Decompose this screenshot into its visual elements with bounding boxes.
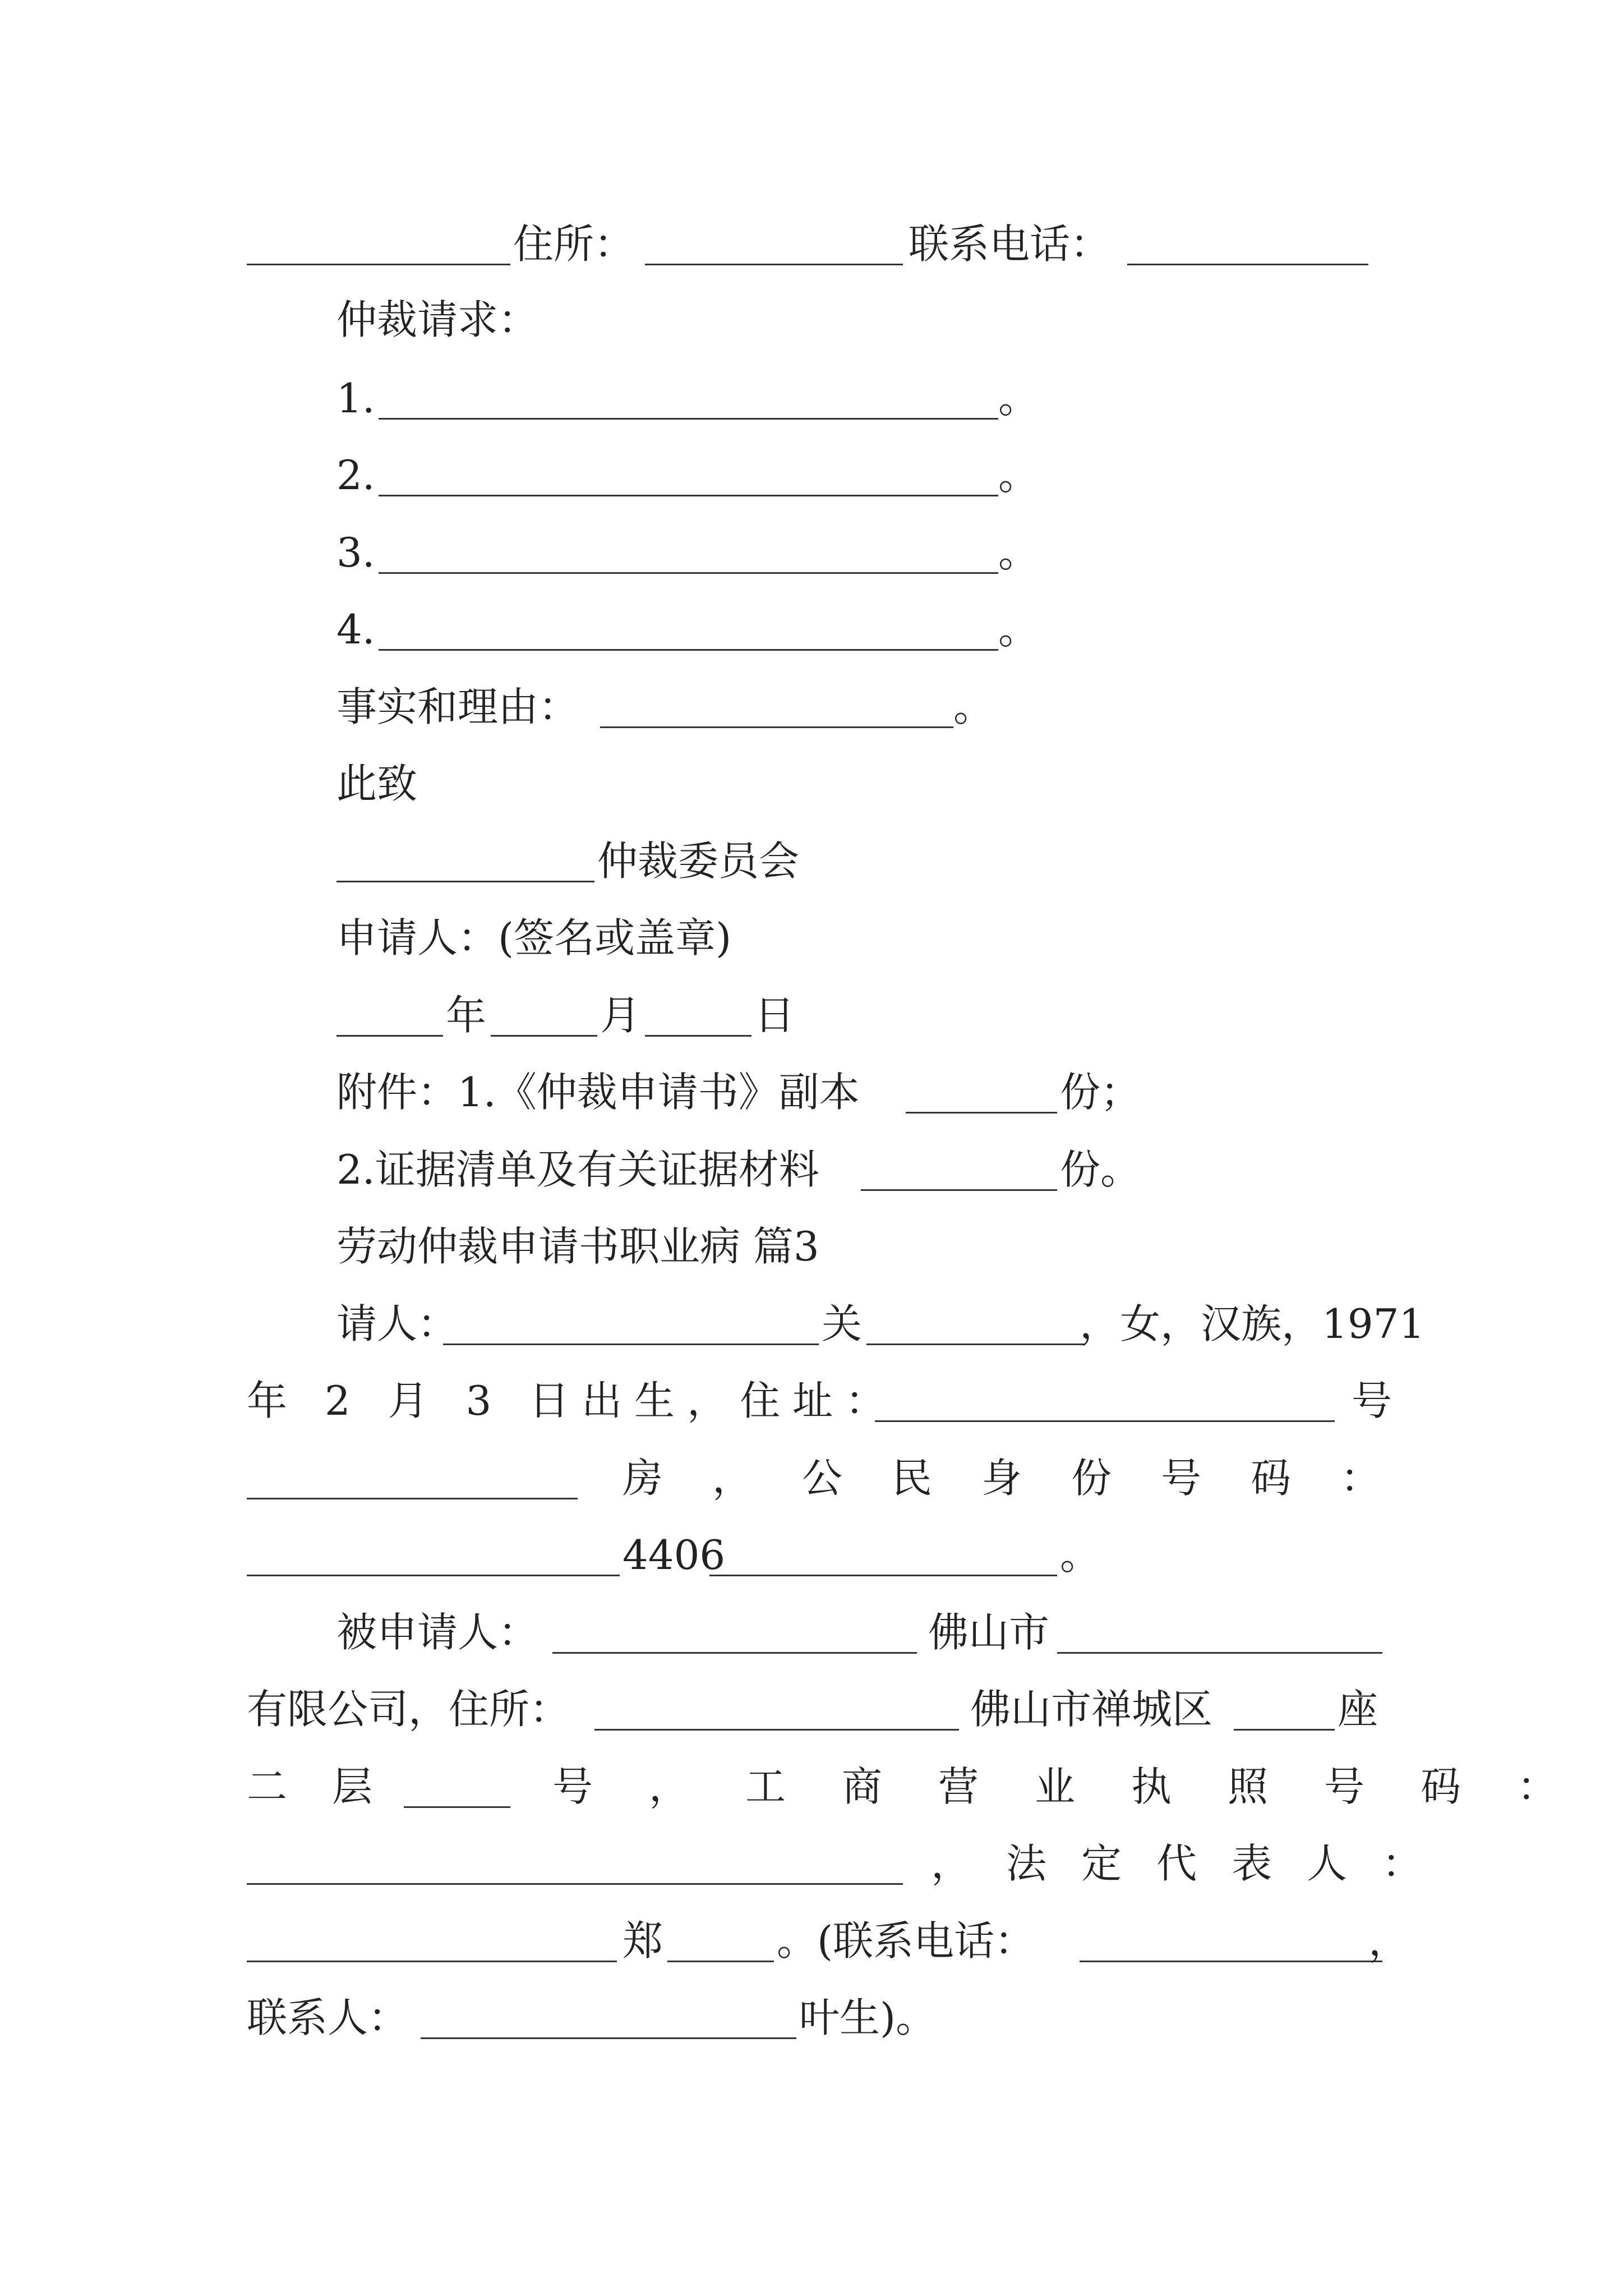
surname-guan: 关 <box>822 1300 863 1347</box>
request-item-4 <box>0 599 1623 660</box>
applicant-label: 请人： <box>336 1300 458 1347</box>
floor-label: 二层 <box>247 1763 418 1810</box>
respondent-line-6 <box>0 1987 1623 2049</box>
request-item-3 <box>0 522 1623 583</box>
attachment-line-1 <box>0 1061 1623 1123</box>
company-address-label: 有限公司，住所： <box>247 1686 570 1733</box>
date-line <box>0 984 1623 1046</box>
facts-label: 事实和理由： <box>336 683 579 730</box>
request-blank[interactable] <box>379 572 998 574</box>
city-label: 佛山市 <box>928 1609 1050 1656</box>
phone-label: 联系电话： <box>909 220 1111 268</box>
respondent-line-2 <box>0 1678 1623 1740</box>
respondent-line-3 <box>0 1756 1623 1818</box>
contact-person-name: 叶生)。 <box>799 1994 937 2041</box>
section-title: 劳动仲裁申请书职业病 篇3 <box>336 1223 819 1270</box>
attachment-2-label: 2.证据清单及有关证据材料 <box>336 1146 819 1193</box>
legal-rep-blank[interactable] <box>247 1961 617 1962</box>
item-number: 1. <box>336 375 375 422</box>
day-blank[interactable] <box>645 1035 751 1037</box>
respondent-line-5 <box>0 1910 1623 1972</box>
facts-blank[interactable] <box>600 726 953 728</box>
request-item-1 <box>0 367 1623 429</box>
address-blank[interactable] <box>875 1420 1335 1422</box>
number-label: 号 <box>1352 1377 1393 1424</box>
arbitration-request-heading <box>0 289 1623 351</box>
salutation-text: 此致 <box>336 760 418 807</box>
address-label: 住所： <box>513 220 635 268</box>
period: 。 <box>1060 1531 1101 1579</box>
applicant-details: ，女，汉族，1971 <box>1080 1300 1425 1347</box>
contact-line <box>0 213 1623 275</box>
applicant-blank[interactable] <box>443 1343 819 1345</box>
phone-blank[interactable] <box>1080 1961 1382 1962</box>
floor-number-blank[interactable] <box>404 1806 510 1808</box>
id-suffix-blank[interactable] <box>709 1575 1057 1576</box>
attachment-line-2 <box>0 1139 1623 1200</box>
item-number: 3. <box>336 529 375 576</box>
room-id-label: 房，公民身份号码： <box>623 1455 1431 1502</box>
request-blank[interactable] <box>379 495 998 496</box>
applicant-signature-label: 申请人：(签名或盖章) <box>336 914 732 961</box>
applicant-line-3 <box>0 1447 1623 1509</box>
respondent-line-1 <box>0 1602 1623 1663</box>
item-number: 2. <box>336 452 375 499</box>
section-heading <box>0 1216 1623 1277</box>
period: 。 <box>998 606 1039 653</box>
copies-blank[interactable] <box>861 1189 1057 1191</box>
respondent-blank[interactable] <box>552 1652 917 1654</box>
year-label: 年 <box>446 992 487 1039</box>
surname-zheng: 郑 <box>623 1917 663 1964</box>
period: 。 <box>953 683 994 730</box>
room-blank[interactable] <box>247 1498 578 1499</box>
contact-person-blank[interactable] <box>421 2037 796 2039</box>
year-blank[interactable] <box>336 1035 443 1037</box>
district-label: 佛山市禅城区 <box>970 1686 1213 1733</box>
period: 。 <box>998 375 1039 422</box>
copies-blank[interactable] <box>906 1112 1057 1114</box>
contact-person-label: 联系人： <box>247 1994 409 2041</box>
request-item-2 <box>0 444 1623 506</box>
respondent-line-4 <box>0 1833 1623 1894</box>
month-blank[interactable] <box>491 1035 597 1037</box>
applicant-line-1 <box>0 1293 1623 1355</box>
license-number-blank[interactable] <box>247 1883 903 1885</box>
item-number: 4. <box>336 606 375 653</box>
license-label: 号，工商营业执照号码： <box>552 1763 1614 1810</box>
blank-field[interactable] <box>247 264 510 265</box>
attachment-1-label: 附件：1.《仲裁申请书》副本 <box>336 1069 860 1116</box>
request-blank[interactable] <box>379 418 998 420</box>
committee-label: 仲裁委员会 <box>597 838 800 885</box>
request-label: 仲裁请求： <box>336 296 539 343</box>
id-fragment: 4406 <box>623 1531 726 1579</box>
respondent-label: 被申请人： <box>336 1609 539 1656</box>
copies-label: 份； <box>1060 1069 1141 1116</box>
copies-label: 份。 <box>1060 1146 1141 1193</box>
day-label: 日 <box>754 992 795 1039</box>
name-blank[interactable] <box>866 1343 1085 1345</box>
committee-line <box>0 830 1623 892</box>
block-blank[interactable] <box>1234 1729 1335 1731</box>
applicant-line-4 <box>0 1524 1623 1586</box>
salutation <box>0 753 1623 815</box>
legal-rep-label: ，法定代表人： <box>931 1840 1458 1887</box>
birth-address-label: 年 2 月 3 日出生，住址： <box>247 1377 898 1424</box>
facts-line <box>0 676 1623 738</box>
applicant-signature-line <box>0 907 1623 969</box>
comma: ， <box>1368 1917 1409 1964</box>
address-blank[interactable] <box>645 264 903 265</box>
committee-blank[interactable] <box>336 881 594 882</box>
period: 。 <box>998 529 1039 576</box>
applicant-line-2 <box>0 1370 1623 1432</box>
month-label: 月 <box>600 992 641 1039</box>
legal-rep-name-blank[interactable] <box>667 1961 774 1962</box>
phone-label: 。(联系电话： <box>777 1917 1035 1964</box>
address-blank[interactable] <box>594 1729 959 1731</box>
id-prefix-blank[interactable] <box>247 1575 620 1576</box>
request-blank[interactable] <box>379 649 998 651</box>
period: 。 <box>998 452 1039 499</box>
company-blank[interactable] <box>1057 1652 1382 1654</box>
phone-blank[interactable] <box>1127 264 1368 265</box>
block-label: 座 <box>1338 1686 1378 1733</box>
